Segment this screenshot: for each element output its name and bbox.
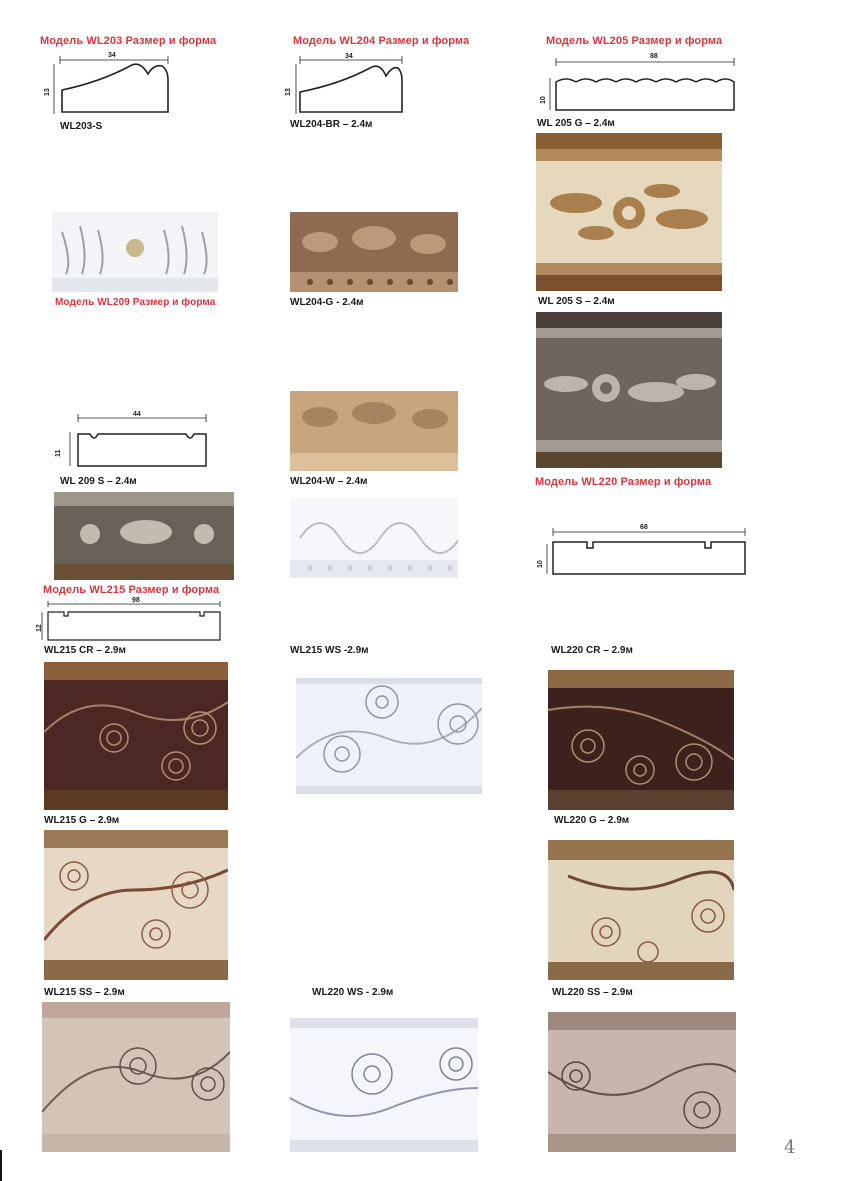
label-wl204-g: WL204-G - 2.4м bbox=[290, 297, 364, 308]
label-wl204-w: WL204-W – 2.4м bbox=[290, 476, 368, 487]
wl209-height: 11 bbox=[55, 449, 62, 457]
profile-wl204 bbox=[290, 52, 430, 118]
swatch-wl215-ss bbox=[42, 1002, 230, 1152]
title-wl205: Модель WL205 Размер и форма bbox=[546, 35, 723, 47]
label-wl215-ws: WL215 WS -2.9м bbox=[290, 645, 369, 656]
wl203-width: 34 bbox=[108, 52, 116, 59]
swatch-wl204-w bbox=[290, 498, 458, 578]
label-wl204-br: WL204-BR – 2.4м bbox=[290, 119, 373, 130]
label-wl209-s: WL 209 S – 2.4м bbox=[60, 476, 137, 487]
wl205-width: 88 bbox=[650, 53, 658, 60]
swatch-wl220-ss bbox=[548, 1012, 736, 1152]
label-wl220-g: WL220 G – 2.9м bbox=[554, 815, 630, 826]
profile-wl220 bbox=[535, 524, 750, 580]
swatch-wl209-white bbox=[52, 212, 218, 292]
label-wl215-g: WL215 G – 2.9м bbox=[44, 815, 120, 826]
profile-wl215 bbox=[34, 598, 224, 644]
swatch-wl215-cr bbox=[44, 662, 228, 810]
profile-wl205 bbox=[538, 52, 738, 118]
wl215-width: 98 bbox=[132, 597, 140, 604]
title-wl215: Модель WL215 Размер и форма bbox=[43, 584, 220, 596]
wl203-height: 13 bbox=[44, 88, 51, 96]
swatch-wl220-g bbox=[548, 840, 734, 980]
wl220-height: 10 bbox=[537, 560, 544, 568]
swatch-wl205-g bbox=[536, 133, 722, 291]
swatch-wl220-ws bbox=[290, 1018, 478, 1152]
label-wl205-s: WL 205 S – 2.4м bbox=[538, 296, 615, 307]
label-wl205-g: WL 205 G – 2.4м bbox=[537, 118, 615, 129]
title-wl209: Модель WL209 Размер и форма bbox=[55, 297, 216, 308]
title-wl203: Модель WL203 Размер и форма bbox=[40, 35, 217, 47]
wl209-width: 44 bbox=[133, 411, 141, 418]
wl220-width: 68 bbox=[640, 524, 648, 531]
wl204-width: 34 bbox=[345, 53, 353, 60]
swatch-wl220-cr bbox=[548, 670, 734, 810]
label-wl215-ss: WL215 SS – 2.9м bbox=[44, 987, 125, 998]
scan-edge bbox=[0, 1150, 2, 1181]
profile-wl203 bbox=[40, 52, 180, 118]
swatch-wl215-g bbox=[44, 830, 228, 980]
label-wl203-s: WL203-S bbox=[60, 121, 103, 132]
swatch-wl205-s bbox=[536, 312, 722, 468]
title-wl204: Модель WL204 Размер и форма bbox=[293, 35, 470, 47]
label-wl220-ws: WL220 WS - 2.9м bbox=[312, 987, 394, 998]
wl205-height: 10 bbox=[540, 96, 547, 104]
label-wl220-ss: WL220 SS – 2.9м bbox=[552, 987, 633, 998]
page-number: 4 bbox=[784, 1137, 796, 1158]
swatch-wl204-beige bbox=[290, 391, 458, 471]
swatch-wl215-ws bbox=[296, 678, 482, 794]
swatch-wl209-s bbox=[54, 492, 234, 580]
wl204-height: 13 bbox=[285, 88, 292, 96]
label-wl215-cr: WL215 CR – 2.9м bbox=[44, 645, 126, 656]
wl215-height: 12 bbox=[36, 624, 43, 632]
swatch-wl204-g bbox=[290, 212, 458, 292]
title-wl220: Модель WL220 Размер и форма bbox=[535, 476, 712, 488]
label-wl220-cr: WL220 CR – 2.9м bbox=[551, 645, 633, 656]
profile-wl209 bbox=[50, 410, 220, 472]
